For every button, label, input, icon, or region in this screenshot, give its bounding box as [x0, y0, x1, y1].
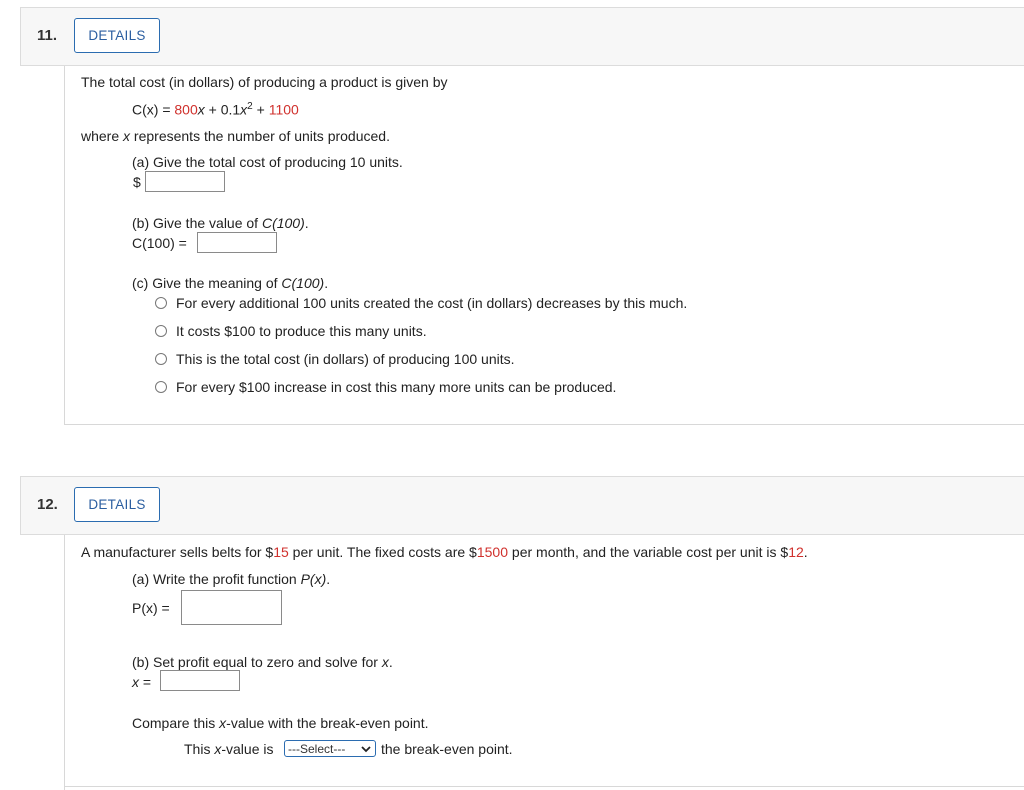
select-value: ---Select---	[288, 741, 346, 756]
x-value-input[interactable]	[160, 670, 240, 691]
part-a-prompt: (a) Write the profit function P(x).	[132, 571, 331, 587]
dollar-sign: $	[133, 174, 141, 190]
option-2-label[interactable]: It costs $100 to produce this many units.	[176, 323, 427, 339]
comparison-sentence-start: This x-value is	[184, 741, 274, 757]
compare-text: Compare this x-value with the break-even point.	[132, 715, 429, 731]
part-b-prompt: (b) Set profit equal to zero and solve for x.	[132, 654, 393, 670]
question-12-header	[20, 476, 1024, 535]
question-11-header	[20, 7, 1024, 66]
profit-function-input[interactable]	[181, 590, 282, 625]
comparison-sentence-end: the break-even point.	[381, 741, 513, 757]
option-2-radio[interactable]	[155, 325, 167, 337]
details-button[interactable]: DETAILS	[74, 487, 160, 522]
question-number: 11.	[37, 27, 58, 44]
part-a-answer-input[interactable]	[145, 171, 225, 192]
part-c-prompt: (c) Give the meaning of C(100).	[132, 275, 329, 291]
option-1-radio[interactable]	[155, 297, 167, 309]
comparison-select[interactable]	[284, 740, 376, 757]
cost-formula: $C(x) = 800x + 0.1x^2 + 1100$	[132, 101, 299, 118]
details-button[interactable]: DETAILS	[74, 18, 160, 53]
option-3-label[interactable]: This is the total cost (in dollars) of producing 100 units.	[176, 351, 515, 367]
part-a-prompt: (a) Give the total cost of producing 10 units.	[132, 154, 403, 170]
part-b-answer-input[interactable]	[197, 232, 277, 253]
chevron-down-icon	[360, 743, 372, 755]
option-1-label[interactable]: For every additional 100 units created the cost (in dollars) decreases by this much.	[176, 295, 688, 311]
part-b-label: x =	[132, 674, 152, 690]
option-4-label[interactable]: For every $100 increase in cost this many more units can be produced.	[176, 379, 617, 395]
option-4-radio[interactable]	[155, 381, 167, 393]
intro-text: A manufacturer sells belts for $15 per unit. The fixed costs are $1500 per month, and the variable cost per unit is $12.	[81, 544, 808, 560]
where-text: where x represents the number of units produced.	[81, 128, 390, 144]
intro-text: The total cost (in dollars) of producing a product is given by	[81, 74, 448, 90]
part-b-prompt: (b) Give the value of C(100).	[132, 215, 309, 231]
part-a-label: P(x) =	[132, 600, 170, 616]
bottom-divider	[64, 786, 1024, 787]
option-3-radio[interactable]	[155, 353, 167, 365]
question-number: 12.	[37, 496, 58, 513]
part-b-label: C(100) =	[132, 235, 187, 251]
